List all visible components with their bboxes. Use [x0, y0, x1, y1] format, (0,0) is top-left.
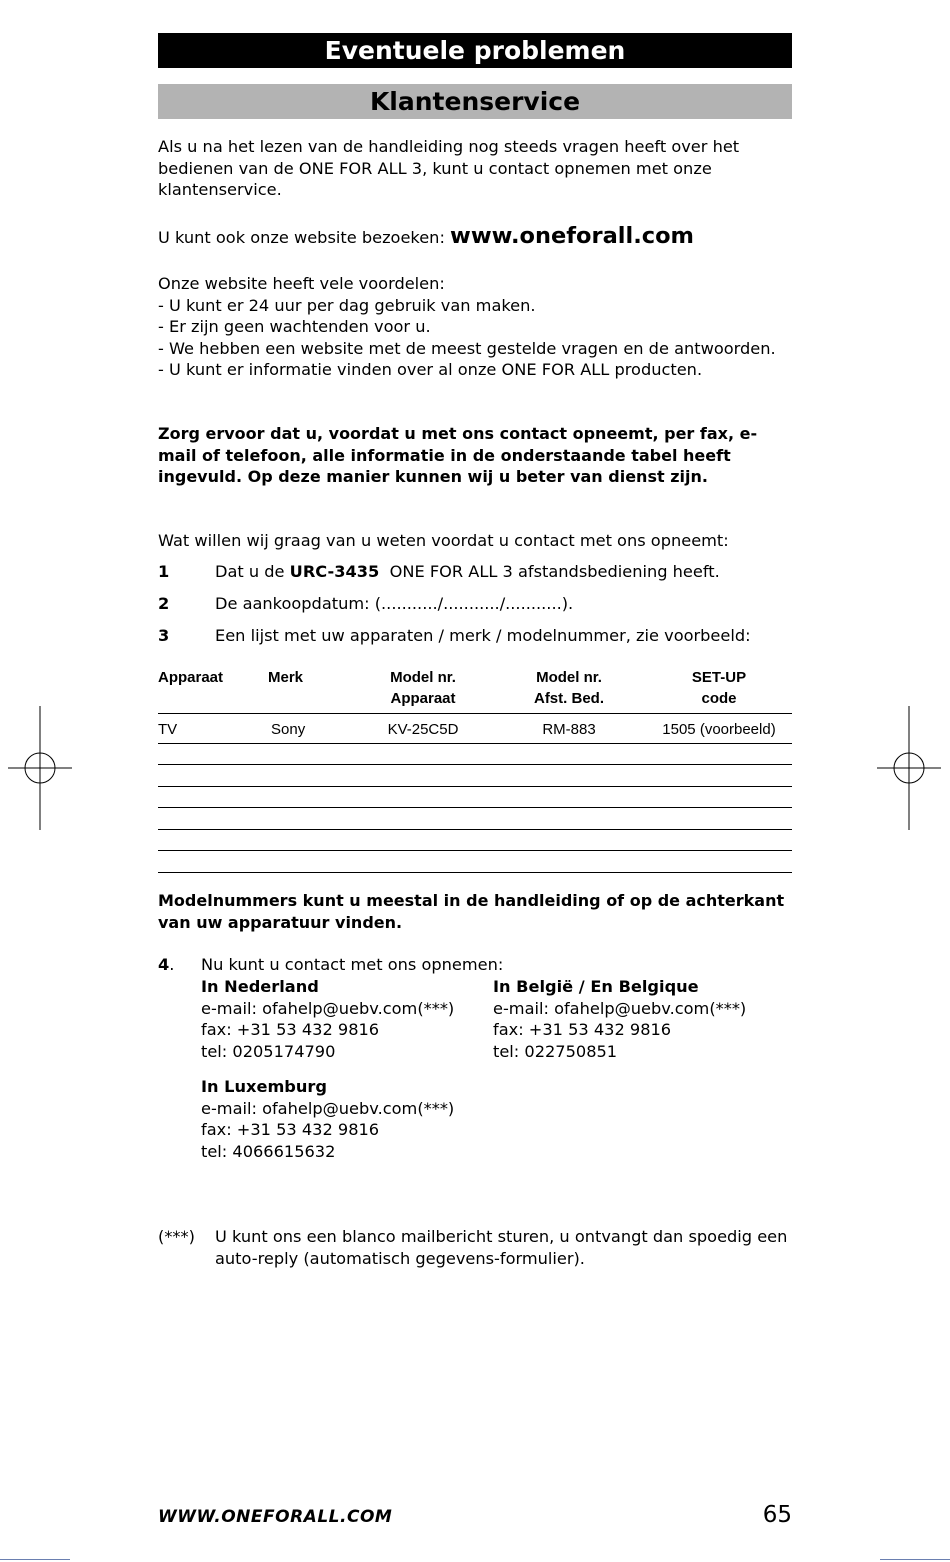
- table-header-device: Apparaat: [158, 669, 224, 686]
- table-rule: [158, 713, 792, 714]
- contact-title: In Luxemburg: [201, 1077, 327, 1096]
- footnote-mark: (***): [158, 1227, 195, 1246]
- table-header-brand: Merk: [268, 669, 304, 686]
- contact-title: In Nederland: [201, 977, 319, 996]
- table-rule: [158, 743, 792, 744]
- website-url[interactable]: www.oneforall.com: [450, 223, 694, 249]
- advantage-item: - We hebben een website met de meest gestelde vragen en de antwoorden.: [158, 338, 776, 358]
- table-blank-line: [158, 764, 792, 765]
- crop-mark-right: [877, 706, 941, 830]
- page-number: 65: [762, 1502, 792, 1528]
- contact-email: e-mail: ofahelp@uebv.com(***): [201, 1098, 455, 1118]
- section-subtitle: Klantenservice: [158, 84, 792, 119]
- intro-paragraph: Als u na het lezen van de handleiding nog steeds vragen heeft over het bedienen van de ONE FOR ALL 3, kunt u contact opnemen met onze klantenservice.: [158, 137, 740, 199]
- footer-website: WWW.ONEFORALL.COM: [158, 1507, 393, 1527]
- step-number: 3: [158, 626, 170, 645]
- section-title: Eventuele problemen: [158, 33, 792, 68]
- contact-luxembourg: [201, 1076, 454, 1162]
- table-header-model-device: Model nr. Apparaat: [390, 669, 456, 707]
- table-blank-line: [158, 829, 792, 830]
- contact-email: e-mail: ofahelp@uebv.com(***): [493, 998, 747, 1018]
- table-header-model-remote: Model nr. Afst. Bed.: [533, 669, 604, 707]
- trim-line-left: [0, 1559, 70, 1560]
- contact-tel: tel: 0205174790: [201, 1041, 336, 1061]
- step-text: De aankoopdatum: (.........../.........../...........).: [215, 594, 574, 613]
- advantage-item: - U kunt er 24 uur per dag gebruik van maken.: [158, 295, 536, 315]
- table-cell: Sony: [271, 721, 306, 738]
- contact-netherlands: [201, 976, 454, 1062]
- table-blank-line: [158, 850, 792, 851]
- table-blank-line: [158, 786, 792, 787]
- table-cell: 1505 (voorbeeld): [662, 721, 776, 738]
- contact-belgium: [493, 976, 746, 1062]
- advantage-item: - Er zijn geen wachtenden voor u.: [158, 317, 431, 336]
- table-blank-line: [158, 807, 792, 808]
- questions-lead: Wat willen wij graag van u weten voordat u contact met ons opneemt:: [158, 531, 729, 550]
- bold-notice: Zorg ervoor dat u, voordat u met ons contact opneemt, per fax, e-mail of telefoon, alle informatie in de onderstaande tabel heeft ingevuld. Op deze manier kunnen wij u beter van dienst zijn.: [158, 424, 758, 486]
- table-cell: TV: [158, 721, 178, 738]
- contact-fax: fax: +31 53 432 9816: [201, 1020, 380, 1039]
- model-note: Modelnummers kunt u meestal in de handleiding of op de achterkant van uw apparatuur vinden.: [158, 891, 785, 932]
- trim-line-right: [880, 1559, 950, 1560]
- step-text: Een lijst met uw apparaten / merk / modelnummer, zie voorbeeld:: [215, 626, 751, 645]
- contact-title: In België / En Belgique: [493, 977, 699, 996]
- step-number: 1: [158, 562, 170, 581]
- advantages-block: [158, 273, 792, 381]
- step-4-number: 4.: [158, 955, 175, 974]
- footnote-text: U kunt ons een blanco mailbericht sturen, u ontvangt dan spoedig een auto-reply (automatisch gegevens-formulier).: [215, 1227, 788, 1268]
- advantages-lead: Onze website heeft vele voordelen:: [158, 274, 445, 293]
- website-lead: U kunt ook onze website bezoeken:: [158, 228, 451, 247]
- contact-fax: fax: +31 53 432 9816: [493, 1020, 672, 1039]
- contact-fax: fax: +31 53 432 9816: [201, 1120, 380, 1139]
- website-line: [158, 222, 792, 252]
- contact-email: e-mail: ofahelp@uebv.com(***): [201, 998, 455, 1018]
- contact-tel: tel: 4066615632: [201, 1141, 336, 1161]
- contact-tel: tel: 022750851: [493, 1041, 618, 1061]
- table-header-setup-code: SET-UP code: [691, 669, 747, 707]
- table-blank-line: [158, 872, 792, 873]
- table-cell: KV-25C5D: [387, 721, 459, 738]
- advantage-item: - U kunt er informatie vinden over al onze ONE FOR ALL producten.: [158, 360, 703, 379]
- model-code: URC-3435: [289, 562, 380, 581]
- crop-mark-left: [8, 706, 72, 830]
- step-number: 2: [158, 594, 170, 613]
- contact-lead: Nu kunt u contact met ons opnemen:: [201, 955, 504, 974]
- step-text: Dat u de URC-3435 ONE FOR ALL 3 afstandsbediening heeft.: [215, 562, 720, 581]
- table-cell: RM-883: [542, 721, 596, 738]
